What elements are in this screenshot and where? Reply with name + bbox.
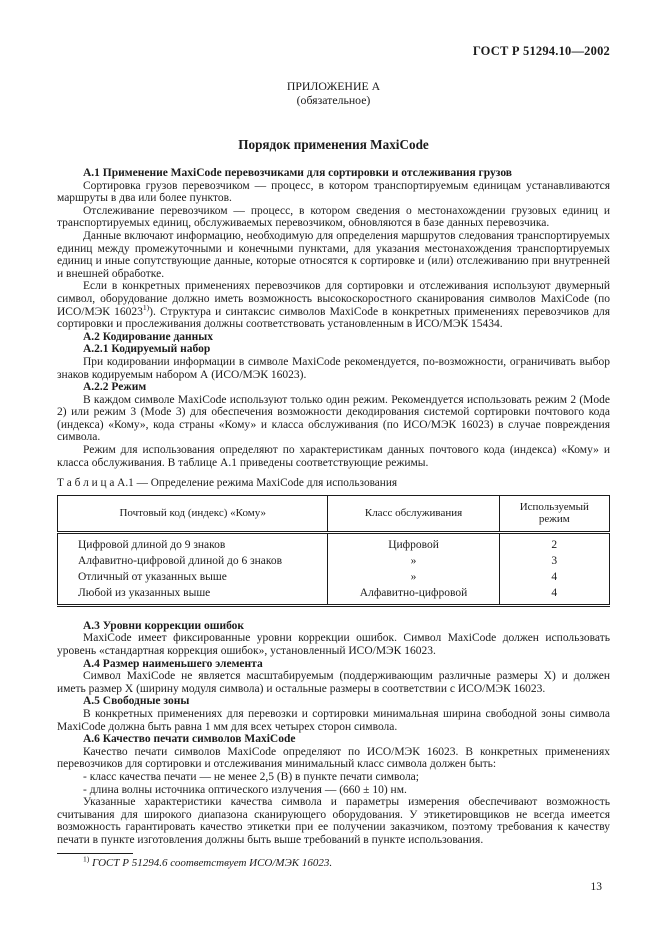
doc-number: ГОСТ Р 51294.10—2002 [472,44,610,58]
footnote-marker: 1) [83,853,90,863]
column-header-mode: Используемый режим [499,495,609,532]
appendix-block [57,79,610,107]
footnote-text: ГОСТ Р 51294.6 соответствует ИСО/МЭК 16023. [89,856,333,869]
page-title: Порядок применения MaxiCode [238,137,429,152]
cell-service-class: Цифровой [328,532,499,553]
table-caption: Т а б л и ц а А.1 — Определение режима MaxiCode для использования [57,477,398,490]
list-item-print-quality: - класс качества печати — не менее 2,5 (В) в пункте печати символа; [83,770,419,783]
cell-mode: 4 [499,585,609,606]
cell-postal-code: Любой из указанных выше [78,586,211,599]
cell-mode: 3 [499,553,609,569]
section-heading-a6: А.6 Качество печати символов MaxiCode [83,733,296,746]
cell-mode: 2 [499,532,609,553]
table-row [58,553,610,569]
paragraph-a6-2: Указанные характеристики качества символа и параметры измерения обеспечивают возможность считывания для широкого диапазона сканирующего оборудования. У этикетировщиков не всегда имеется возможность гарантировать качество этикетки при ее получении заказчиком, поэтому требования к качеству печати в пункте изготовления должны быть выше требований в пункте использования. [57,796,610,846]
section-heading-a2-1: А.2.1 Кодируемый набор [83,343,211,356]
cell-postal-code: Алфавитно-цифровой длиной до 6 знаков [78,554,283,567]
paragraph-a2-2a: В каждом символе MaxiCode используют только один режим. Рекомендуется использовать режим 2 (Mode 2) или режим 3 (Mode 3) для обеспечения возможности декодирования системой сортировки почтового кода (индекса) «Кому», кода страны «Кому» и класса обслуживания (по ИСО/МЭК 16023) в случае повреждения символа. [57,393,610,444]
column-header-postal-code: Почтовый код (индекс) «Кому» [58,495,328,532]
table-a1 [57,495,610,607]
paragraph-a1-1: Сортировка грузов перевозчиком — процесс, в котором транспортируемым единицам устанавливаются маршруты в два или более пунктов. [57,179,610,205]
cell-service-class: Алфавитно-цифровой [328,585,499,606]
section-heading-a3: А.3 Уровни коррекции ошибок [83,619,245,632]
paragraph-text: Если в конкретных применениях перевозчиков для сортировки и отслеживания используют двумерный символ, оборудование должно иметь возможность высокоскоростного сканирования символов MaxiCode (по ИСО/МЭК 16023 [57,280,610,318]
section-heading-a2: А.2 Кодирование данных [83,330,214,343]
paragraph-a4-1: Символ MaxiCode не является масштабируемым (поддерживающим различные размеры X) и должен иметь размер X (ширину модуля символа) и остальные размеры в соответствии с ИСО/МЭК 16023. [57,670,610,695]
list-item-wavelength: - длина волны источника оптического излучения — (660 ± 10) нм. [83,783,407,796]
table-row [58,532,610,553]
footnote [57,853,610,870]
cell-postal-code: Отличный от указанных выше [78,570,227,583]
column-header-service-class: Класс обслуживания [328,495,499,532]
paragraph-a3-1: MaxiCode имеет фиксированные уровни коррекции ошибок. Символ MaxiCode должен использовать уровень «стандартная коррекция ошибок», установленный ИСО/МЭК 16023. [57,632,610,658]
page-number: 13 [590,880,602,893]
paragraph-a5-1: В конкретных применениях для перевозки и сортировки минимальная ширина свободной зоны символа MaxiCode должна быть равна 1 мм для всех четырех сторон символа. [57,708,610,733]
paragraph-a1-4 [57,280,610,330]
section-heading-a1: А.1 Применение MaxiCode перевозчиками для сортировки и отслеживания грузов [83,167,513,179]
table-header-row [58,495,610,532]
paragraph-a6-1: Качество печати символов MaxiCode определяют по ИСО/МЭК 16023. В конкретных применениях перевозчиков для сортировки и отслеживания минимальный класс символа должен быть: [57,745,610,771]
cell-service-class: » [328,569,499,585]
paragraph-a2-1: При кодировании информации в символе MaxiCode рекомендуется, по-возможности, ограничивать выбор знаков кодируемым набором А (ИСО/МЭК 16023). [57,355,610,381]
paragraph-a1-2: Отслеживание перевозчиком — процесс, в котором сведения о местонахождении грузовых единиц и транспортируемых единиц, обслуживаемых перевозчиком, обновляются в базе данных перевозчика. [57,204,610,230]
cell-service-class: » [328,553,499,569]
appendix-subtitle: (обязательное) [296,93,371,107]
footnote-reference: 1) [142,302,150,312]
table-row [58,585,610,606]
paragraph-text: ). Структура и синтаксис символов MaxiCode в конкретных применениях перевозчиков для сортировки и прослеживания должны соответствовать установленным в ИСО/МЭК 15434. [57,305,610,331]
footnote-divider [57,853,133,854]
section-heading-a4: А.4 Размер наименьшего элемента [83,657,263,670]
paragraph-a1-3: Данные включают информацию, необходимую для определения маршрутов следования транспортируемых единиц между промежуточными и конечными пунктами, для указания местонахождения транспортируемых единиц и иные сопутствующие данные, которые относятся к сортировке и (или) отслеживанию при внутренней и внешней обработке. [57,229,610,280]
table-row [58,569,610,585]
appendix-title: ПРИЛОЖЕНИЕ А [286,79,381,93]
section-heading-a5: А.5 Свободные зоны [83,695,190,708]
cell-mode: 4 [499,569,609,585]
section-heading-a2-2: А.2.2 Режим [83,381,147,394]
cell-postal-code: Цифровой длиной до 9 знаков [78,538,226,551]
paragraph-a2-2b: Режим для использования определяют по характеристикам данных почтового кода (индекса) «Кому» и класса обслуживания. В таблице А.1 приведены соответствующие режимы. [57,444,610,469]
